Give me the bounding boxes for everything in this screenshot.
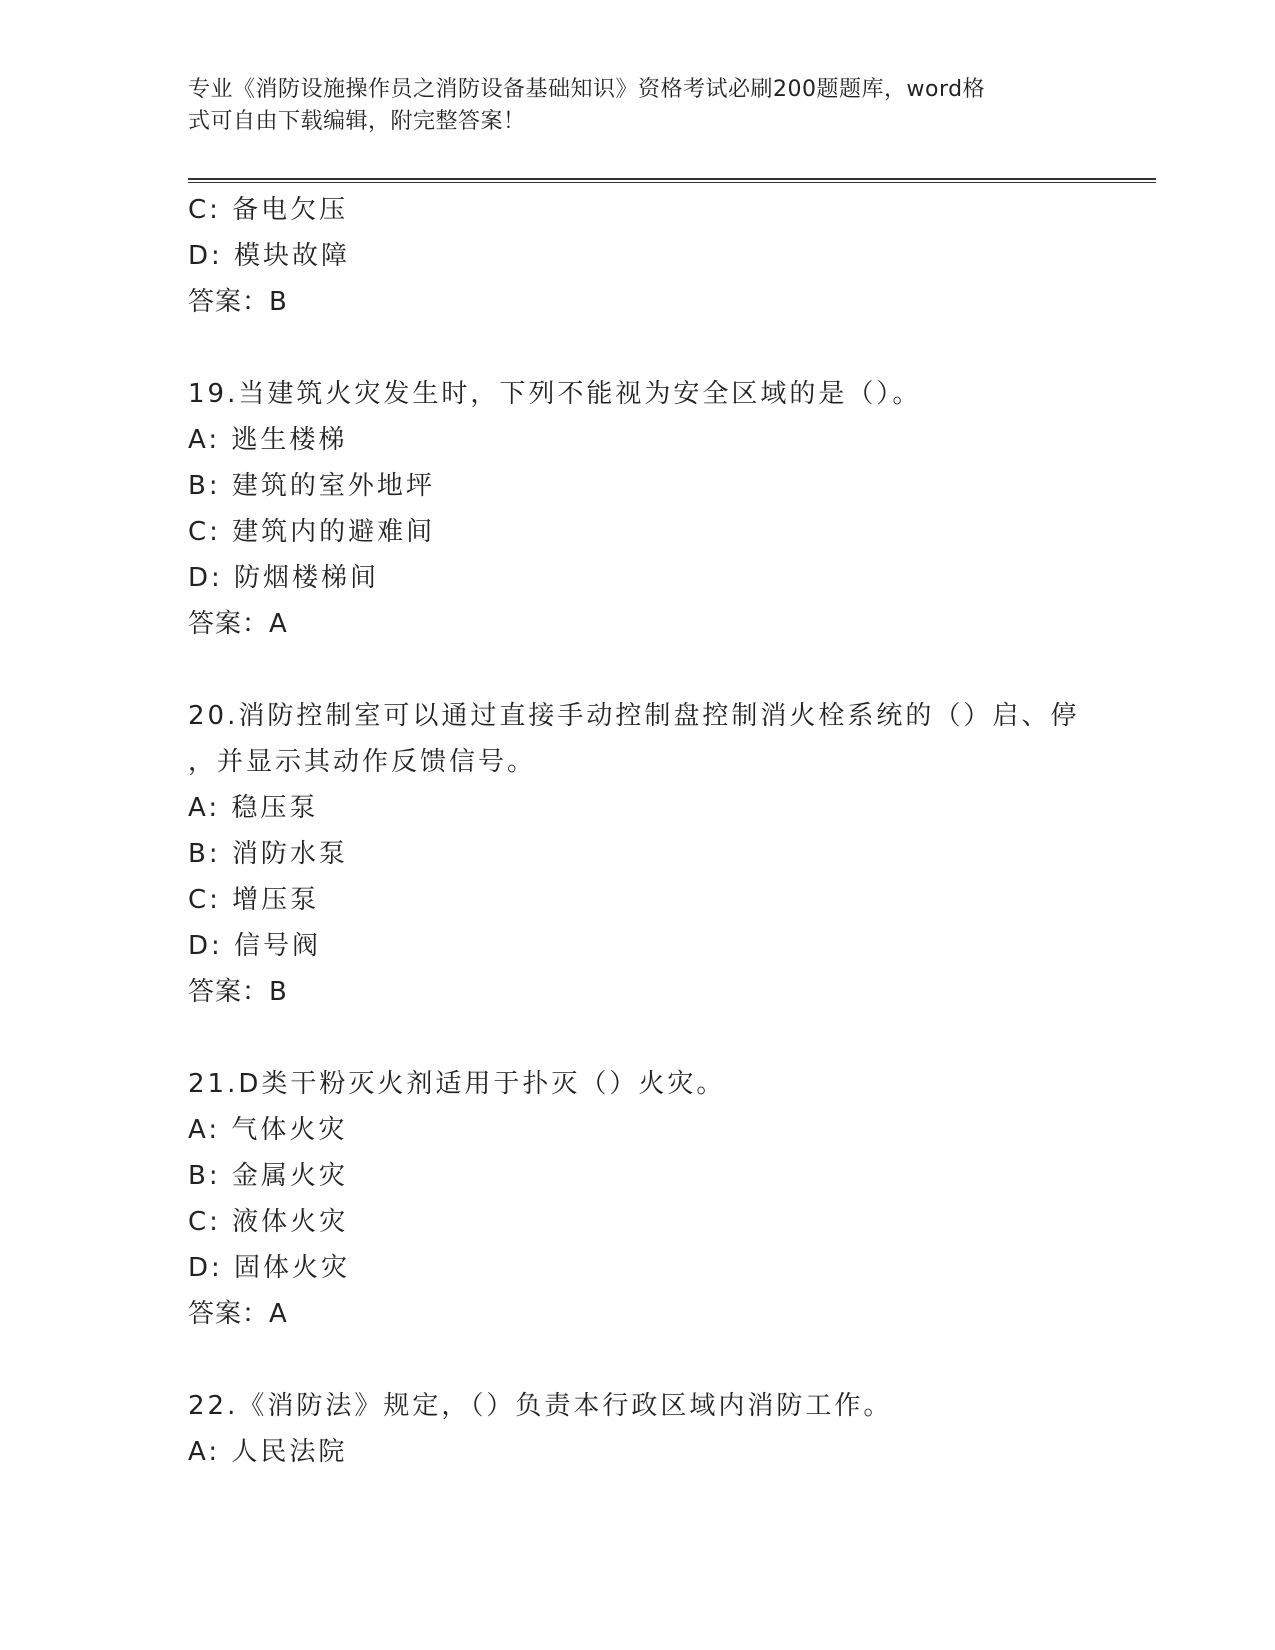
option-c: C: 建筑内的避难间 <box>188 517 436 547</box>
option-d: D: 防烟楼梯间 <box>188 563 380 593</box>
question-stem: 19.当建筑火灾发生时，下列不能视为安全区域的是（）。 <box>188 379 922 409</box>
option-a: A: 人民法院 <box>188 1437 348 1467</box>
question-stem-line1: 20.消防控制室可以通过直接手动控制盘控制消火栓系统的（）启、停 <box>188 701 1080 731</box>
option-c: C: 液体火灾 <box>188 1207 349 1237</box>
option-a: A: 逃生楼梯 <box>188 425 348 455</box>
option-d: D: 模块故障 <box>188 241 351 271</box>
answer-line: 答案：B <box>188 977 288 1007</box>
question-stem: 21.D类干粉灭火剂适用于扑灭（）火灾。 <box>188 1069 726 1099</box>
option-a: A: 稳压泵 <box>188 793 319 823</box>
option-b: B: 消防水泵 <box>188 839 348 869</box>
option-d: D: 固体火灾 <box>188 1253 351 1283</box>
question-stem: 22.《消防法》规定，（）负责本行政区域内消防工作。 <box>188 1391 893 1421</box>
question-19 <box>188 371 1088 647</box>
option-d: D: 信号阀 <box>188 931 322 961</box>
option-c: C: 备电欠压 <box>188 195 349 225</box>
question-fragment <box>188 187 1088 325</box>
option-a: A: 气体火灾 <box>188 1115 348 1145</box>
question-21 <box>188 1061 1088 1337</box>
question-stem-line2: ，并显示其动作反馈信号。 <box>188 747 537 777</box>
document-body <box>188 187 1088 1475</box>
header-title-line2: 式可自由下载编辑，附完整答案！ <box>188 109 526 134</box>
option-b: B: 金属火灾 <box>188 1161 348 1191</box>
answer-line: 答案：B <box>188 287 288 317</box>
option-c: C: 增压泵 <box>188 885 320 915</box>
question-20 <box>188 693 1088 1015</box>
answer-line: 答案：A <box>188 609 288 639</box>
document-header <box>188 74 1068 138</box>
answer-line: 答案：A <box>188 1299 288 1329</box>
header-divider <box>188 178 1156 183</box>
option-b: B: 建筑的室外地坪 <box>188 471 435 501</box>
question-22 <box>188 1383 1088 1475</box>
header-title-line1: 专业《消防设施操作员之消防设备基础知识》资格考试必刷200题题库，word格 <box>188 77 986 102</box>
